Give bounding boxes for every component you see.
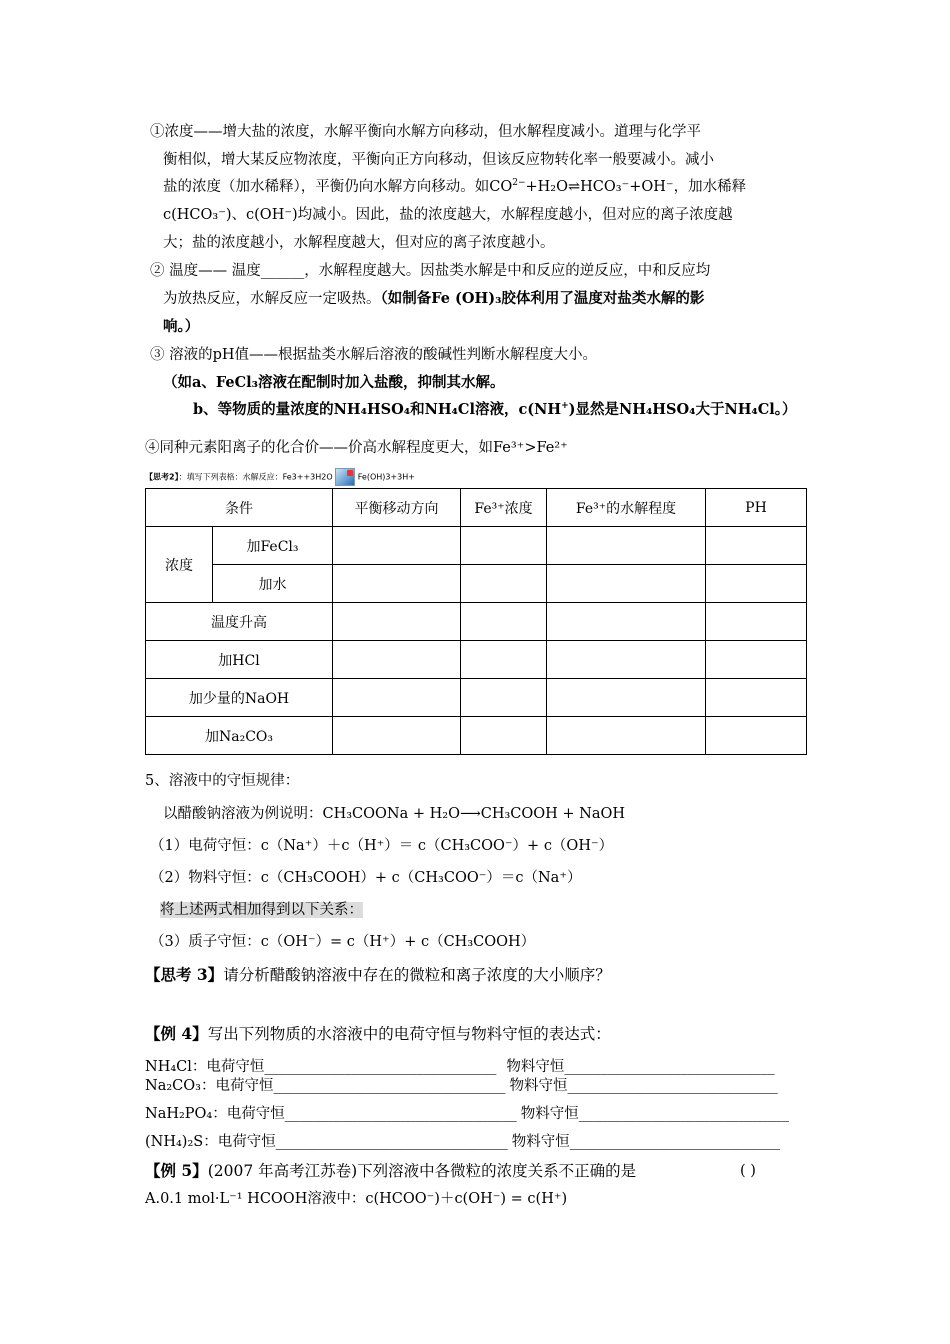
- example4-row: Na₂CO₃：电荷守恒________________________________ 物料守恒_____________________________: [145, 1078, 778, 1094]
- para4-line1: ④同种元素阳离子的化合价——价高水解程度更大，如Fe³⁺>Fe²⁺: [145, 440, 568, 456]
- table-cell: 加HCl: [146, 641, 333, 679]
- table-cell: 加水: [213, 565, 333, 603]
- think2-line: 【思考2】：填写下列表格：水解反应：Fe3++3H2O Fe(OH)3+3H+: [145, 468, 415, 486]
- para3-line1: ③ 溶液的pH值——根据盐类水解后溶液的酸碱性判断水解程度大小。: [150, 347, 598, 363]
- table-header: 条件: [146, 489, 333, 527]
- para1-line2: 衡相似，增大某反应物浓度，平衡向正方向移动，但该反应物转化率一般要减小。减小: [163, 152, 714, 168]
- section5-intro: 以醋酸钠溶液为例说明：CH₃COONa + H₂O⟶CH₃COOH + NaOH: [163, 806, 626, 822]
- hydrolysis-table: [145, 488, 807, 755]
- para1-line4: c(HCO₃⁻)、c(OH⁻)均减小。因此，盐的浓度越大，水解程度越小，但对应的离子浓度越: [163, 207, 733, 223]
- para1-line1: ①浓度——增大盐的浓度，水解平衡向水解方向移动，但水解程度减小。道理与化学平: [150, 124, 701, 140]
- para3-line3: b、等物质的量浓度的NH₄HSO₄和NH₄Cl溶液，c(NH+)显然是NH₄HSO₄大于NH₄Cl。）: [193, 401, 797, 418]
- table-header: Fe³⁺浓度: [461, 489, 547, 527]
- table-cell: 温度升高: [146, 603, 333, 641]
- table-row: [146, 641, 807, 679]
- example4-row: NaH₂PO₄：电荷守恒________________________________ 物料守恒_____________________________: [145, 1106, 789, 1122]
- example4-row: (NH₄)₂S：电荷守恒________________________________ 物料守恒_____________________________: [145, 1134, 780, 1150]
- para1-line3: 盐的浓度（加水稀释），平衡仍向水解方向移动。如$CO^{2-}+H_2O\rightleftharpoons HCO_3^-+OH^-$，加水稀释: [163, 178, 747, 195]
- para1-line5: 大；盐的浓度越小，水解程度越大，但对应的离子浓度越小。: [163, 235, 555, 251]
- table-group-cell: 浓度: [146, 527, 213, 603]
- table-header: Fe³⁺的水解程度: [547, 489, 706, 527]
- charge-balance: （1）电荷守恒：c（Na⁺）＋c（H⁺）＝ c（CH₃COO⁻）+ c（OH⁻）: [150, 838, 614, 854]
- table-header-row: [146, 489, 807, 527]
- table-header: PH: [706, 489, 807, 527]
- table-row: [146, 603, 807, 641]
- table-row: [146, 565, 807, 603]
- table-row: [146, 717, 807, 755]
- table-header: 平衡移动方向: [333, 489, 461, 527]
- para2-line1: ② 温度—— 温度______，水解程度越大。因盐类水解是中和反应的逆反应，中和反应均: [150, 263, 711, 279]
- option-a: A.0.1 mol·L⁻¹ HCOOH溶液中：c(HCOO⁻)＋c(OH⁻) = c(H⁺): [145, 1191, 568, 1207]
- para2-line2: 为放热反应，水解反应一定吸热。（如制备Fe (OH)₃胶体利用了温度对盐类水解的影: [163, 290, 705, 307]
- para2-line3: 响。）: [163, 318, 200, 335]
- table-cell: 加FeCl₃: [213, 527, 333, 565]
- section5-title: 5、溶液中的守恒规律：: [145, 773, 300, 789]
- example4-title: 【例 4】写出下列物质的水溶液中的电荷守恒与物料守恒的表达式：: [145, 1024, 611, 1043]
- para3-line2: （如a、FeCl₃溶液在配制时加入盐酸，抑制其水解。: [163, 374, 505, 391]
- example5-title: 【例 5】(2007 年高考江苏卷)下列溶液中各微粒的浓度关系不正确的是: [145, 1161, 637, 1180]
- image-icon: [335, 468, 355, 486]
- table-cell: 加少量的NaOH: [146, 679, 333, 717]
- proton-balance: （3）质子守恒：c（OH⁻）= c（H⁺）+ c（CH₃COOH）: [150, 934, 536, 950]
- sum-note: 将上述两式相加得到以下关系：: [160, 902, 363, 918]
- table-cell: 加Na₂CO₃: [146, 717, 333, 755]
- example4-row: NH₄Cl：电荷守恒________________________________ 物料守恒_____________________________: [145, 1059, 775, 1075]
- table-row: [146, 527, 807, 565]
- think3: 【思考 3】请分析醋酸钠溶液中存在的微粒和离子浓度的大小顺序？: [145, 965, 611, 984]
- answer-blank: ( ): [740, 1163, 756, 1179]
- table-row: [146, 679, 807, 717]
- material-balance: （2）物料守恒：c（CH₃COOH）+ c（CH₃COO⁻）＝c（Na⁺）: [150, 870, 582, 886]
